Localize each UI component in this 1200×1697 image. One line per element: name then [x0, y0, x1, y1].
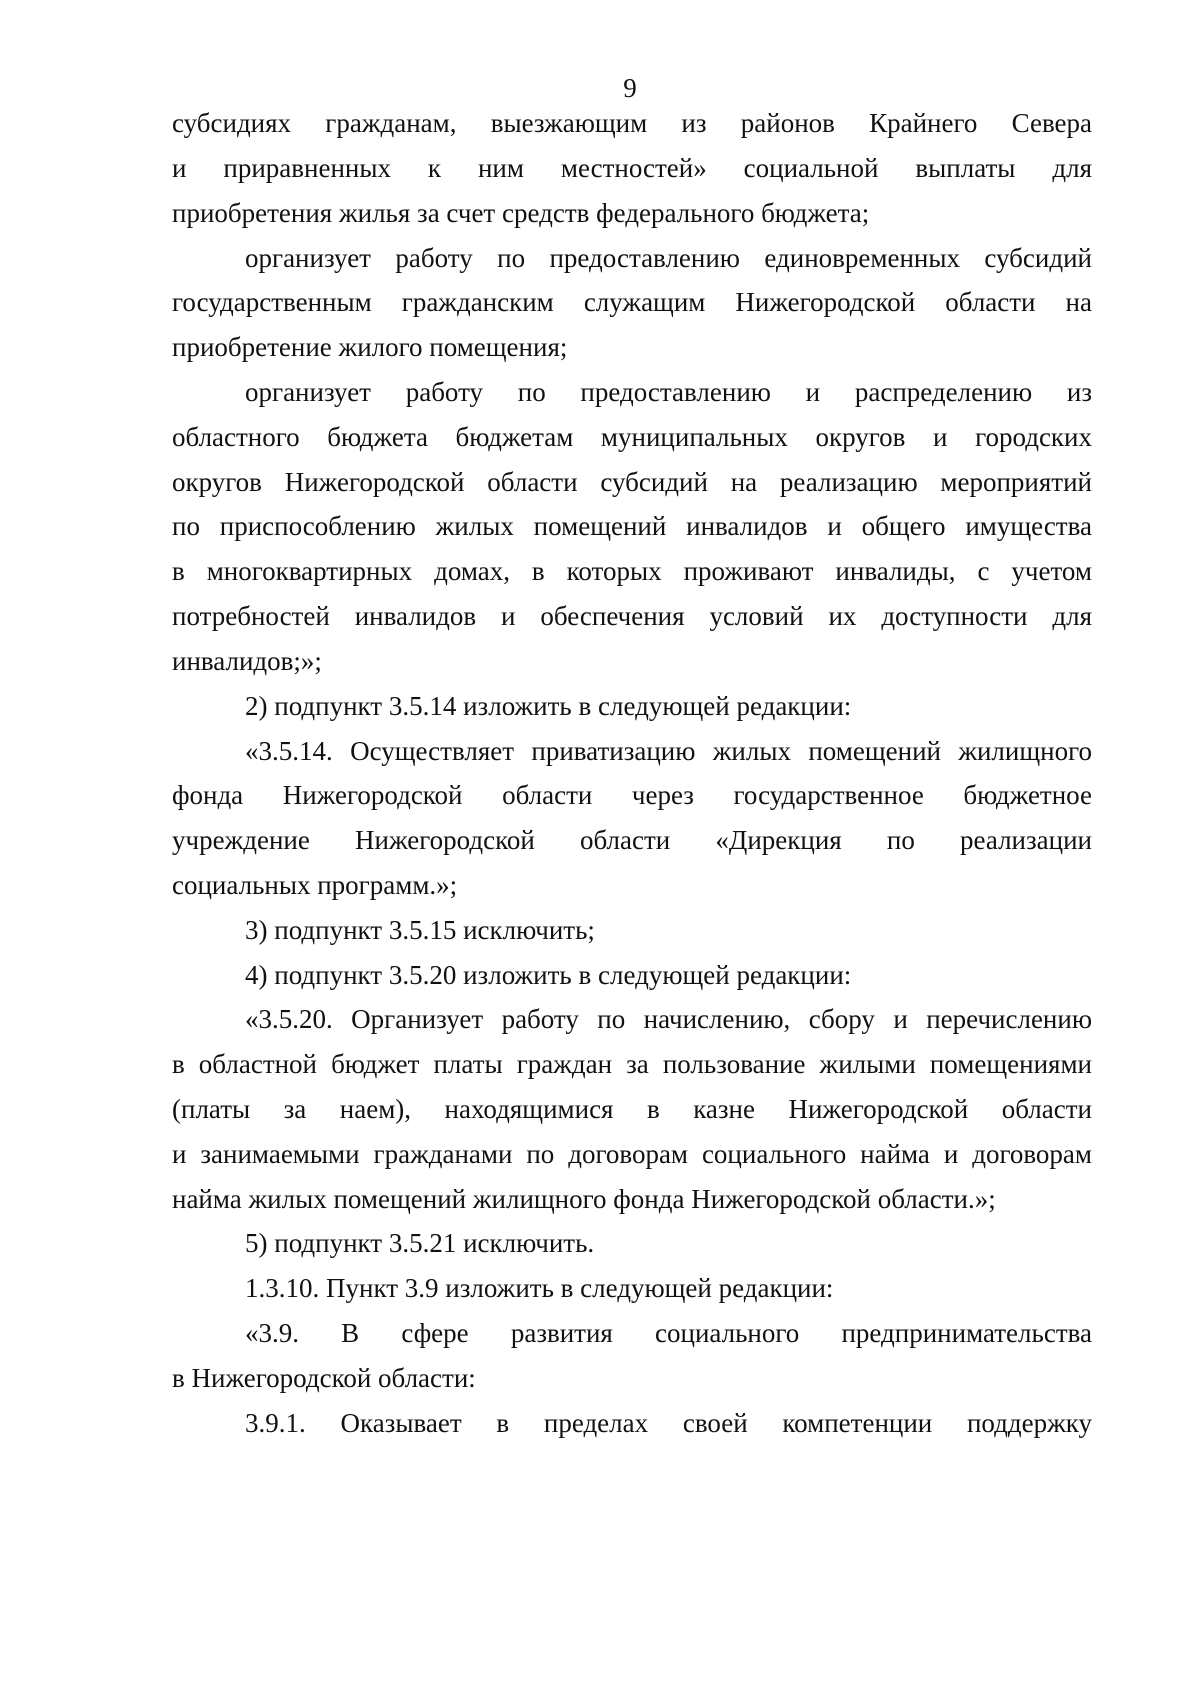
text-line: фонда Нижегородской области через государственное бюджетное [172, 780, 1092, 810]
text-line: 2) подпункт 3.5.14 изложить в следующей редакции: [245, 691, 852, 721]
text-line: приобретения жилья за счет средств федерального бюджета; [172, 198, 870, 228]
text-line: областного бюджета бюджетам муниципальных округов и городских [172, 422, 1092, 452]
text-line: организует работу по предоставлению единовременных субсидий [245, 243, 1092, 273]
text-line: «3.9. В сфере развития социального предпринимательства [245, 1318, 1092, 1348]
text-line: 3) подпункт 3.5.15 исключить; [245, 915, 595, 945]
text-line: 4) подпункт 3.5.20 изложить в следующей редакции: [245, 960, 852, 990]
text-line: округов Нижегородской области субсидий на реализацию мероприятий [172, 467, 1092, 497]
text-line: 5) подпункт 3.5.21 исключить. [245, 1228, 595, 1258]
text-line: в многоквартирных домах, в которых проживают инвалиды, с учетом [172, 556, 1092, 586]
text-line: приобретение жилого помещения; [172, 332, 568, 362]
text-line: субсидиях гражданам, выезжающим из районов Крайнего Севера [172, 108, 1092, 138]
text-line: (платы за наем), находящимися в казне Нижегородской области [172, 1094, 1092, 1124]
text-line: 3.9.1. Оказывает в пределах своей компетенции поддержку [245, 1408, 1092, 1438]
text-line: «3.5.14. Осуществляет приватизацию жилых помещений жилищного [245, 736, 1092, 766]
text-line: социальных программ.»; [172, 870, 458, 900]
text-line: и приравненных к ним местностей» социальной выплаты для [172, 153, 1092, 183]
text-line: по приспособлению жилых помещений инвалидов и общего имущества [172, 511, 1092, 541]
text-line: потребностей инвалидов и обеспечения условий их доступности для [172, 601, 1092, 631]
text-line: организует работу по предоставлению и распределению из [245, 377, 1092, 407]
text-line: 1.3.10. Пункт 3.9 изложить в следующей редакции: [245, 1273, 834, 1303]
text-line: государственным гражданским служащим Нижегородской области на [172, 287, 1092, 317]
text-line: «3.5.20. Организует работу по начислению, сбору и перечислению [245, 1004, 1092, 1034]
text-line: учреждение Нижегородской области «Дирекция по реализации [172, 825, 1092, 855]
text-line: найма жилых помещений жилищного фонда Нижегородской области.»; [172, 1184, 996, 1214]
text-line: в областной бюджет платы граждан за пользование жилыми помещениями [172, 1049, 1092, 1079]
text-line: в Нижегородской области: [172, 1363, 476, 1393]
text-line: и занимаемыми гражданами по договорам социального найма и договорам [172, 1139, 1092, 1169]
page-number: 9 [623, 73, 637, 103]
text-line: инвалидов;»; [172, 646, 322, 676]
